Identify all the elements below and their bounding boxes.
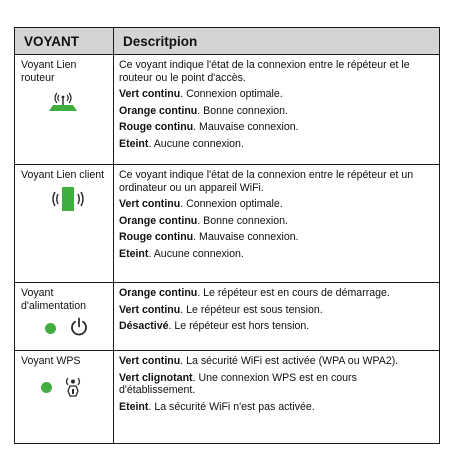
state-line (119, 372, 433, 397)
state-text: . Le répéteur est en cours de démarrage. (197, 287, 390, 299)
state-label: Désactivé (119, 320, 169, 332)
state-line (119, 304, 433, 317)
table-row (15, 351, 440, 444)
state-line (119, 401, 433, 414)
state-line (119, 355, 433, 368)
state-label: Rouge continu (119, 231, 194, 243)
led-description-cell (114, 283, 440, 351)
state-label: Eteint (119, 137, 149, 150)
state-text: . Le répéteur est sous tension. (180, 303, 323, 316)
led-description-cell (114, 55, 440, 165)
state-line (119, 287, 433, 300)
state-label: Vert continu (119, 198, 181, 210)
power-icon-group (21, 317, 108, 341)
router-link-icon (21, 90, 108, 118)
state-text: . Le répéteur est hors tension. (168, 320, 310, 332)
wps-icon-group (21, 375, 108, 401)
table-row (15, 283, 440, 351)
state-label: Orange continu (119, 104, 198, 117)
state-line (119, 121, 433, 134)
green-led-dot (45, 323, 56, 334)
state-text: . Bonne connexion. (197, 104, 288, 117)
state-text: . La sécurité WiFi n'est pas activée. (148, 400, 315, 413)
led-name: Voyant Lien client (21, 169, 105, 181)
led-name: Voyant Lien routeur (21, 59, 77, 84)
state-line (119, 198, 433, 211)
led-description-cell (114, 351, 440, 444)
wps-icon (61, 375, 85, 401)
state-label: Rouge continu (119, 121, 194, 133)
state-line (119, 231, 433, 244)
state-label: Orange continu (119, 287, 198, 299)
state-label: Vert continu (119, 303, 181, 316)
state-line (119, 88, 433, 101)
table-header-row (15, 28, 440, 55)
state-text: . Mauvaise connexion. (193, 231, 299, 243)
state-text: . Bonne connexion. (197, 214, 288, 227)
state-text: . Mauvaise connexion. (193, 121, 299, 133)
table-row (15, 55, 440, 165)
led-description-cell (114, 165, 440, 283)
state-label: Orange continu (119, 214, 198, 227)
state-label: Vert clignotant (119, 371, 193, 384)
state-text: . Aucune connexion. (148, 137, 244, 150)
led-intro: Ce voyant indique l'état de la connexion entre le répéteur et un ordinateur ou un appareil WiFi. (119, 169, 414, 194)
led-name-cell (15, 351, 114, 444)
led-name: Voyant WPS (21, 355, 81, 367)
led-table (14, 27, 440, 444)
state-label: Vert continu (119, 355, 181, 367)
led-name-cell (15, 55, 114, 165)
power-icon (69, 317, 89, 341)
state-text: . Connexion optimale. (180, 198, 283, 210)
client-link-icon (21, 186, 108, 216)
led-name: Voyant d'alimentation (21, 287, 87, 312)
state-line (119, 138, 433, 151)
state-line (119, 105, 433, 118)
state-label: Vert continu (119, 88, 181, 100)
header-voyant: VOYANT (15, 28, 114, 55)
state-text: . Une connexion WPS est en cours d'établissement. (119, 371, 357, 396)
state-text: . Aucune connexion. (148, 247, 244, 260)
table-row (15, 165, 440, 283)
led-name-cell (15, 165, 114, 283)
state-line (119, 248, 433, 261)
state-label: Eteint (119, 400, 149, 413)
header-description: Descritpion (114, 28, 440, 55)
state-line (119, 215, 433, 228)
state-text: . Connexion optimale. (180, 88, 283, 100)
led-name-cell (15, 283, 114, 351)
green-led-dot (41, 382, 52, 393)
state-label: Eteint (119, 247, 149, 260)
state-text: . La sécurité WiFi est activée (WPA ou WPA2). (180, 355, 399, 367)
state-line (119, 320, 433, 333)
led-intro: Ce voyant indique l'état de la connexion entre le répéteur et le routeur ou le point d'accès. (119, 59, 410, 84)
